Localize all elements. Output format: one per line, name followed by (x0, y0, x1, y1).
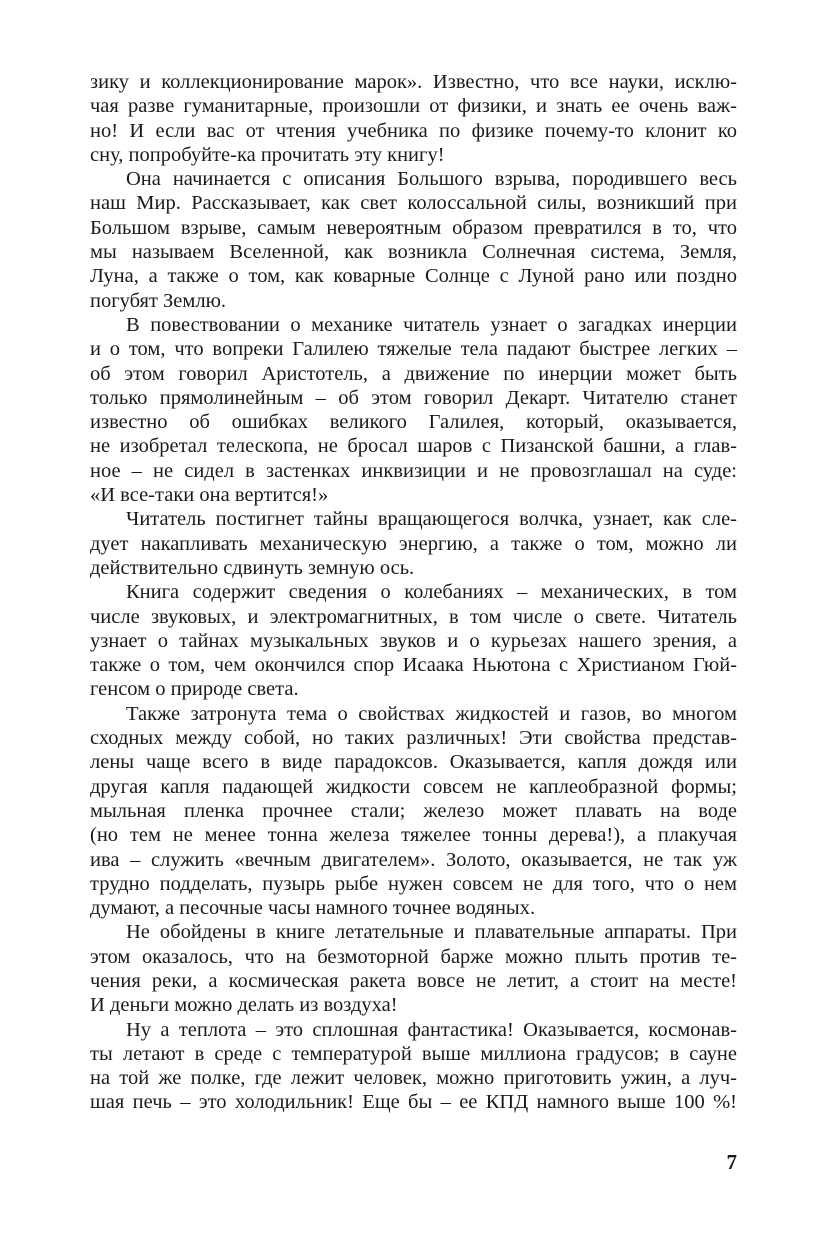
text-line: В повествовании о механике читатель узнает о загадках инерции (126, 313, 737, 336)
text-line: об этом говорил Аристотель, а движение по инерции может быть (90, 362, 737, 385)
text-line: числе звуковых, и электромагнитных, в том числе о свете. Читатель (90, 605, 737, 628)
paragraph-1 (90, 70, 737, 167)
text-line: «И все-таки она вертится!» (90, 484, 329, 507)
paragraph-5 (90, 580, 737, 701)
text-line: узнает о тайнах музыкальных звуков и о курьезах нашего зрения, а (90, 629, 737, 652)
text-line: Ну а теплота – это сплошная фантастика! Оказывается, космонав- (126, 1018, 737, 1041)
text-line: наш Мир. Рассказывает, как свет колоссальной силы, возникший при (90, 192, 737, 215)
text-line: и о том, что вопреки Галилею тяжелые тела падают быстрее легких – (90, 338, 737, 361)
text-line: Большом взрыве, самым невероятным образом превратился в то, что (90, 216, 737, 239)
text-line: известно об ошибках великого Галилея, который, оказывается, (90, 411, 737, 434)
text-line: Читатель постигнет тайны вращающегося волчка, узнает, как сле- (126, 508, 737, 531)
text-line: шая печь – это холодильник! Еще бы – ее КПД намного выше 100 %! (90, 1091, 737, 1114)
text-line: также о том, чем окончился спор Исаака Ньютона с Христианом Гюй- (90, 654, 737, 677)
text-line: ное – не сидел в застенках инквизиции и не провозглашал на суде: (90, 459, 737, 482)
text-line: но! И если вас от чтения учебника по физике почему-то клонит ко (90, 119, 737, 142)
text-line: зику и коллекционирование марок». Известно, что все науки, исклю- (90, 71, 737, 93)
text-line: Она начинается с описания Большого взрыва, породившего весь (126, 168, 737, 191)
paragraph-8 (90, 1018, 737, 1115)
text-line: Книга содержит сведения о колебаниях – механических, в том (126, 581, 737, 604)
page-number: 7 (726, 1150, 737, 1174)
page-body (90, 70, 737, 1115)
text-line: другая капля падающей жидкости совсем не каплеобразной формы; (90, 775, 737, 798)
paragraph-7 (90, 920, 737, 1017)
text-line: генсом о природе света. (90, 678, 299, 701)
text-line: дует накапливать механическую энергию, а также о том, можно ли (90, 532, 737, 555)
text-line: И деньги можно делать из воздуха! (90, 994, 398, 1017)
text-line: только прямолинейным – об этом говорил Декарт. Читателю станет (90, 386, 737, 409)
paragraph-2 (90, 167, 737, 313)
paragraph-6 (90, 702, 737, 921)
text-line: лены чаще всего в виде парадоксов. Оказывается, капля дождя или (90, 751, 737, 774)
text-line: мы называем Вселенной, как возникла Солнечная система, Земля, (90, 241, 737, 264)
text-line: не изобретал телескопа, не бросал шаров с Пизанской башни, а глав- (90, 435, 737, 458)
text-line: трудно подделать, пузырь рыбе нужен совсем не для того, что о нем (90, 872, 737, 895)
text-line: этом оказалось, что на безмоторной барже можно плыть против те- (90, 945, 737, 968)
text-line: чения реки, а космическая ракета вовсе не летит, а стоит на месте! (90, 969, 737, 992)
text-line: на той же полке, где лежит человек, можно приготовить ужин, а луч- (90, 1067, 737, 1090)
paragraph-3 (90, 313, 737, 507)
text-line: ива – служить «вечным двигателем». Золото, оказывается, не так уж (90, 848, 737, 871)
text-line: сходных между собой, но таких различных! Эти свойства представ- (90, 727, 737, 750)
text-line: (но тем не менее тонна железа тяжелее тонны дерева!), а плакучая (90, 824, 737, 847)
text-line: ты летают в среде с температурой выше миллиона градусов; в сауне (90, 1042, 737, 1065)
paragraph-4 (90, 507, 737, 580)
text-line: мыльная пленка прочнее стали; железо может плавать на воде (90, 799, 737, 822)
text-line: чая разве гуманитарные, произошли от физики, и знать ее очень важ- (90, 95, 737, 118)
text-line: Луна, а также о том, как коварные Солнце с Луной рано или поздно (90, 265, 737, 288)
text-line: сну, попробуйте-ка прочитать эту книгу! (90, 143, 445, 166)
text-line: Не обойдены в книге летательные и плавательные аппараты. При (126, 921, 737, 944)
text-line: Также затронута тема о свойствах жидкостей и газов, во многом (126, 702, 737, 725)
text-line: думают, а песочные часы намного точнее водяных. (90, 897, 536, 920)
text-line: погубят Землю. (90, 289, 227, 312)
text-line: действительно сдвинуть земную ось. (90, 556, 415, 579)
